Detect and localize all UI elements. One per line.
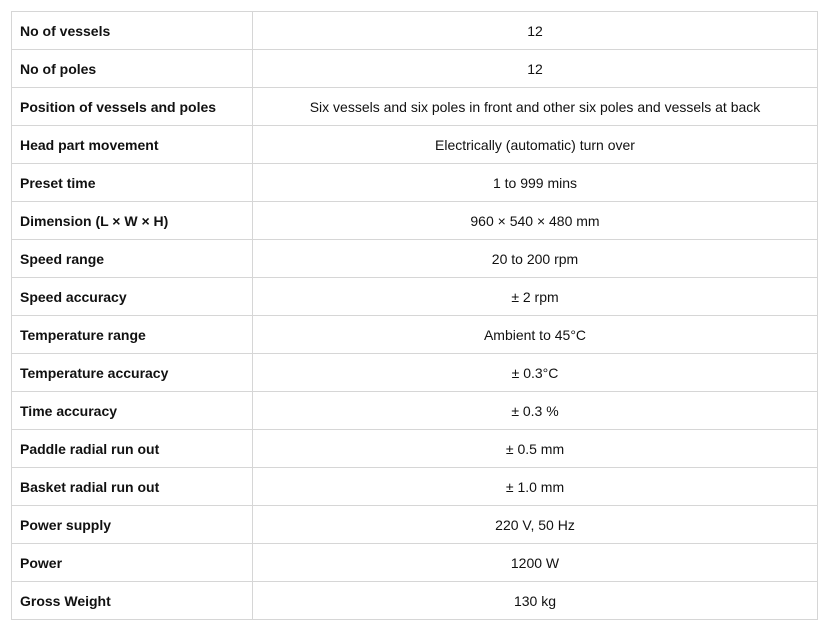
spec-label: Temperature accuracy: [12, 354, 253, 392]
table-row: [12, 468, 818, 506]
specifications-table-body: [12, 12, 818, 620]
spec-label: Speed range: [12, 240, 253, 278]
spec-label: Paddle radial run out: [12, 430, 253, 468]
spec-label: Speed accuracy: [12, 278, 253, 316]
spec-label: No of vessels: [12, 12, 253, 50]
spec-label: No of poles: [12, 50, 253, 88]
spec-value: 1 to 999 mins: [253, 164, 818, 202]
spec-label: Head part movement: [12, 126, 253, 164]
table-row: [12, 392, 818, 430]
spec-label: Position of vessels and poles: [12, 88, 253, 126]
spec-value: ± 2 rpm: [253, 278, 818, 316]
spec-value: 1200 W: [253, 544, 818, 582]
spec-value: 12: [253, 12, 818, 50]
spec-value: 20 to 200 rpm: [253, 240, 818, 278]
spec-label: Power supply: [12, 506, 253, 544]
spec-value: 12: [253, 50, 818, 88]
table-row: [12, 50, 818, 88]
specifications-table: [11, 11, 818, 620]
spec-label: Temperature range: [12, 316, 253, 354]
spec-label: Power: [12, 544, 253, 582]
table-row: [12, 278, 818, 316]
table-row: [12, 12, 818, 50]
table-row: [12, 506, 818, 544]
spec-label: Basket radial run out: [12, 468, 253, 506]
table-row: [12, 316, 818, 354]
spec-value: 220 V, 50 Hz: [253, 506, 818, 544]
spec-value: ± 1.0 mm: [253, 468, 818, 506]
table-row: [12, 240, 818, 278]
spec-label: Preset time: [12, 164, 253, 202]
spec-label: Time accuracy: [12, 392, 253, 430]
spec-label: Dimension (L × W × H): [12, 202, 253, 240]
spec-label: Gross Weight: [12, 582, 253, 620]
table-row: [12, 88, 818, 126]
spec-value: 130 kg: [253, 582, 818, 620]
table-row: [12, 164, 818, 202]
spec-value: Ambient to 45°C: [253, 316, 818, 354]
spec-value: ± 0.3°C: [253, 354, 818, 392]
table-row: [12, 126, 818, 164]
table-row: [12, 354, 818, 392]
spec-value: Six vessels and six poles in front and other six poles and vessels at back: [253, 88, 818, 126]
table-row: [12, 202, 818, 240]
table-row: [12, 430, 818, 468]
spec-value: Electrically (automatic) turn over: [253, 126, 818, 164]
spec-value: ± 0.3 %: [253, 392, 818, 430]
table-row: [12, 582, 818, 620]
spec-value: ± 0.5 mm: [253, 430, 818, 468]
table-row: [12, 544, 818, 582]
spec-value: 960 × 540 × 480 mm: [253, 202, 818, 240]
